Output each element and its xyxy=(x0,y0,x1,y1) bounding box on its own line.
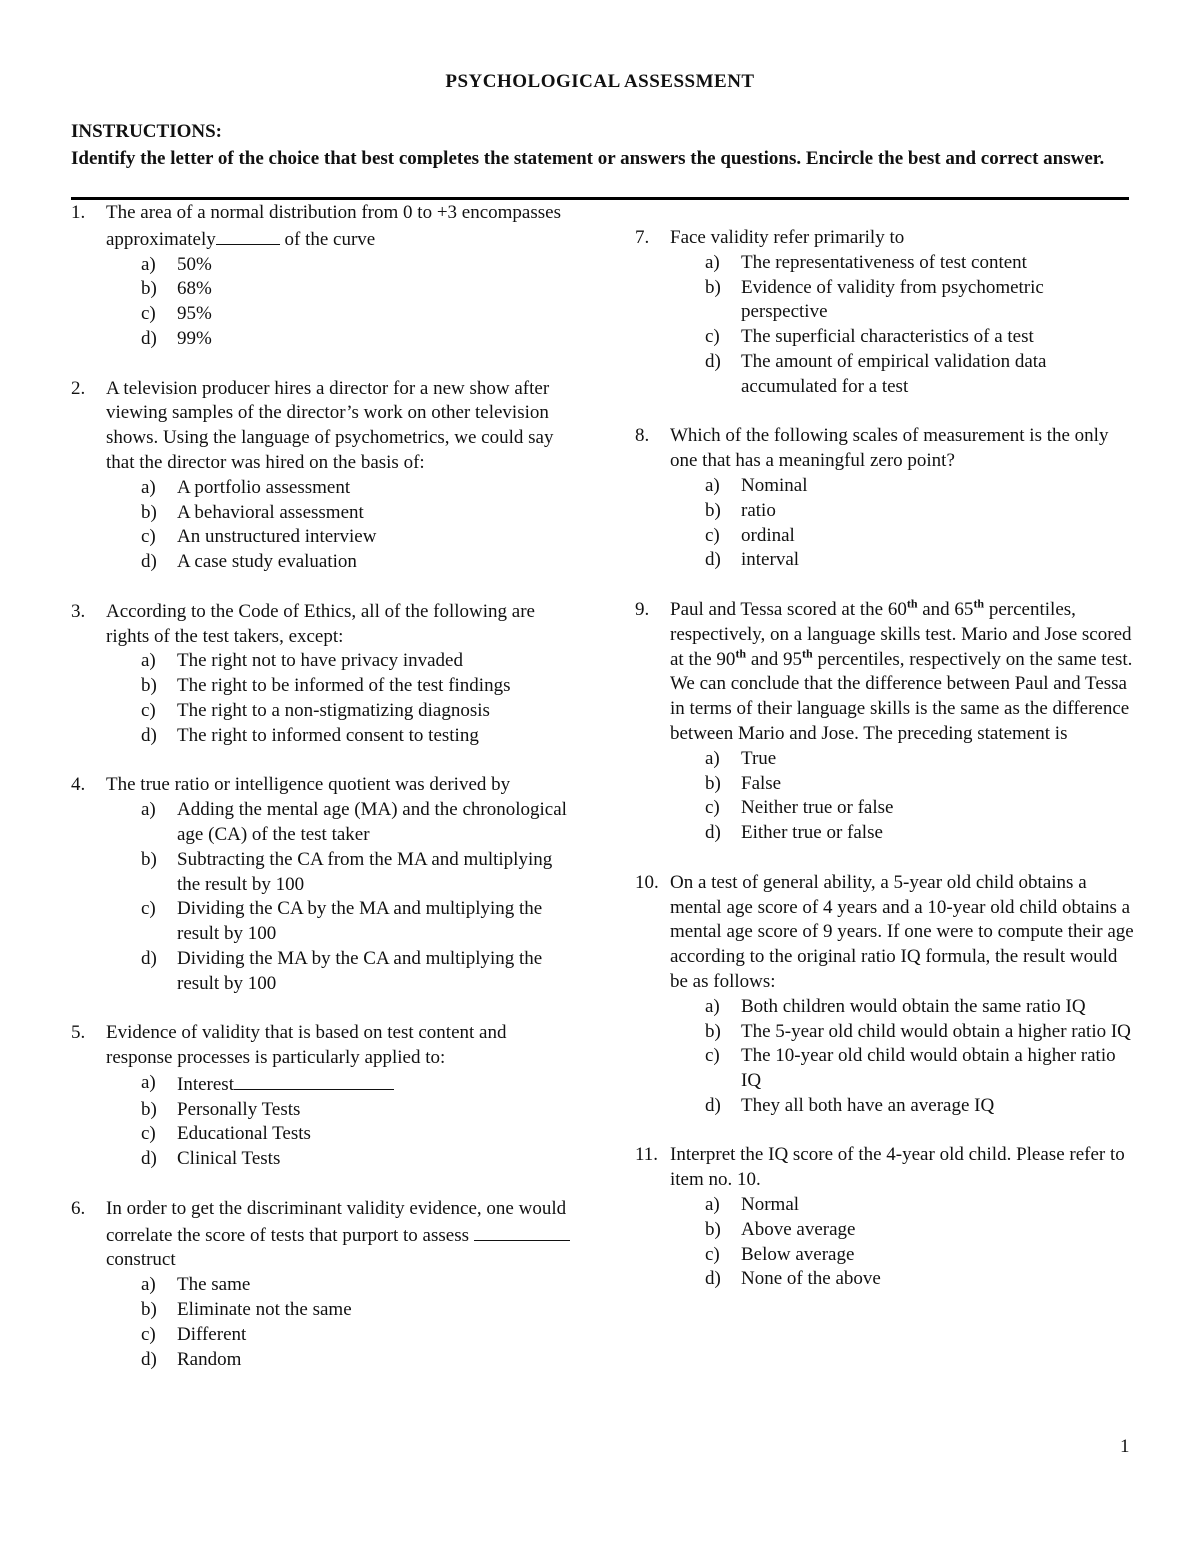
question-5 xyxy=(71,1021,571,1172)
choice-d[interactable] xyxy=(670,1267,1135,1292)
choice-b[interactable] xyxy=(106,848,571,898)
choice-list xyxy=(670,995,1135,1119)
question-3 xyxy=(71,600,571,749)
question-10 xyxy=(635,871,1135,1119)
choice-letter: b) xyxy=(705,499,721,521)
choice-letter: b) xyxy=(705,1218,721,1240)
question-8 xyxy=(635,424,1135,573)
choice-text: 99% xyxy=(177,327,212,349)
question-text: According to the Code of Ethics, all of the following are rights of the test takers, except: xyxy=(106,600,535,647)
question-4 xyxy=(71,773,571,996)
choice-text: The superficial characteristics of a test xyxy=(741,326,1034,348)
question-text-part: construct xyxy=(106,1249,176,1271)
choice-letter: d) xyxy=(141,1148,157,1170)
choice-text: Educational Tests xyxy=(177,1123,311,1145)
choice-letter: c) xyxy=(141,526,156,548)
choice-letter: c) xyxy=(705,524,720,546)
question-text: Interpret the IQ score of the 4-year old child. Please refer to item no. 10. xyxy=(670,1144,1125,1191)
question-text: The true ratio or intelligence quotient was derived by xyxy=(106,774,511,796)
choice-text: Either true or false xyxy=(741,822,883,844)
question-number: 7. xyxy=(635,227,650,248)
question-text: Evidence of validity that is based on test content and response processes is particularly applied to: xyxy=(106,1022,507,1069)
choice-letter: c) xyxy=(141,1323,156,1345)
question-text: Which of the following scales of measurement is the only one that has a meaningful zero point? xyxy=(670,425,1109,472)
instructions-heading: INSTRUCTIONS: xyxy=(71,121,222,142)
choice-text: True xyxy=(741,747,777,769)
choice-letter: b) xyxy=(705,276,721,298)
choice-letter: c) xyxy=(141,1123,156,1145)
choice-b[interactable] xyxy=(106,277,571,302)
choice-c[interactable] xyxy=(670,524,1135,549)
choice-letter: d) xyxy=(705,822,721,844)
choice-letter: d) xyxy=(705,350,721,372)
question-text-part: and 65 xyxy=(917,598,974,620)
choice-letter: b) xyxy=(141,848,157,870)
choice-a[interactable] xyxy=(670,474,1135,499)
choice-text: They all both have an average IQ xyxy=(741,1094,995,1116)
question-11 xyxy=(635,1143,1135,1292)
choice-letter: b) xyxy=(141,675,157,697)
choice-d[interactable] xyxy=(670,350,1135,400)
choice-letter: a) xyxy=(705,747,720,769)
question-6 xyxy=(71,1197,571,1373)
choice-b[interactable] xyxy=(670,1218,1135,1243)
choice-a[interactable] xyxy=(670,747,1135,772)
choice-letter: c) xyxy=(705,326,720,348)
question-number: 4. xyxy=(71,774,86,796)
choice-c[interactable] xyxy=(106,1323,571,1348)
choice-b[interactable] xyxy=(106,501,571,526)
choice-letter: d) xyxy=(705,549,721,571)
choice-c[interactable] xyxy=(106,1122,571,1147)
choice-letter: c) xyxy=(705,1045,720,1067)
choice-text: interval xyxy=(741,549,800,571)
choice-a[interactable] xyxy=(670,251,1135,276)
question-text: On a test of general ability, a 5-year old child obtains a mental age score of 4 years and a 10-year old child obtains a mental age score of 9 years. If one were to compute their age according to the original ratio IQ formula, the result would be as follows: xyxy=(670,871,1134,992)
question-text xyxy=(106,201,571,253)
choice-text: A behavioral assessment xyxy=(177,501,364,523)
choice-list xyxy=(106,476,571,575)
choice-b[interactable] xyxy=(670,499,1135,524)
choice-letter: a) xyxy=(141,799,156,821)
choice-list xyxy=(106,1273,571,1372)
answer-blank xyxy=(474,1222,570,1241)
choice-list xyxy=(106,798,571,996)
choice-list xyxy=(670,251,1135,400)
choice-b[interactable] xyxy=(670,772,1135,797)
choice-text: The right to be informed of the test findings xyxy=(177,675,511,697)
question-1 xyxy=(71,201,571,352)
choice-text: Above average xyxy=(741,1218,856,1240)
choice-text: ordinal xyxy=(741,524,795,546)
choice-list xyxy=(670,747,1135,846)
choice-text: Evidence of validity from psychometric perspective xyxy=(741,276,1044,323)
choice-d[interactable] xyxy=(106,724,571,749)
choice-text: Different xyxy=(177,1323,247,1345)
question-text-part: percentiles, respectively, on a language skills test. Mario and Jose scored at the 90 xyxy=(670,598,1132,670)
choice-d[interactable] xyxy=(670,1094,1135,1119)
choice-letter: a) xyxy=(141,253,156,275)
choice-text: An unstructured interview xyxy=(177,526,377,548)
choice-letter: a) xyxy=(141,1071,156,1093)
page-title: PSYCHOLOGICAL ASSESSMENT xyxy=(445,71,755,92)
question-text-part: The area of a normal distribution from 0 to +3 encompasses approximately xyxy=(106,202,561,250)
choice-text: Both children would obtain the same ratio IQ xyxy=(741,995,1086,1017)
choice-a[interactable] xyxy=(106,253,571,278)
choice-text: None of the above xyxy=(741,1268,881,1290)
choice-d[interactable] xyxy=(670,548,1135,573)
ordinal-suffix: th xyxy=(802,646,813,661)
choice-b[interactable] xyxy=(670,276,1135,326)
choice-text: Neither true or false xyxy=(741,797,894,819)
choice-a[interactable] xyxy=(106,798,571,848)
choice-text: Clinical Tests xyxy=(177,1148,281,1170)
choice-list xyxy=(106,649,571,748)
choice-text: The 5-year old child would obtain a higher ratio IQ xyxy=(741,1020,1131,1042)
choice-a[interactable] xyxy=(106,1071,571,1098)
choice-text: The right not to have privacy invaded xyxy=(177,650,463,672)
choice-text: 95% xyxy=(177,303,212,325)
choice-c[interactable] xyxy=(670,796,1135,821)
choice-letter: a) xyxy=(141,650,156,672)
choice-text: Dividing the MA by the CA and multiplying the result by 100 xyxy=(177,947,543,994)
choice-text: False xyxy=(741,772,782,794)
choice-a[interactable] xyxy=(106,649,571,674)
instructions-text: Identify the letter of the choice that best completes the statement or answers the questions. Encircle the best and correct answer. xyxy=(71,148,1105,169)
question-7 xyxy=(635,226,1135,400)
choice-text: A portfolio assessment xyxy=(177,476,351,498)
right-column xyxy=(635,226,1135,1317)
choice-letter: d) xyxy=(141,947,157,969)
question-text: Face validity refer primarily to xyxy=(670,227,905,248)
choice-a[interactable] xyxy=(670,995,1135,1020)
choice-c[interactable] xyxy=(106,699,571,724)
choice-letter: b) xyxy=(141,1299,157,1321)
ordinal-suffix: th xyxy=(735,646,747,661)
question-text-part: and 95 xyxy=(746,648,803,670)
choice-letter: d) xyxy=(141,1348,157,1370)
choice-text: The right to informed consent to testing xyxy=(177,724,479,746)
choice-letter: b) xyxy=(141,1098,157,1120)
choice-text: ratio xyxy=(741,499,776,521)
ordinal-suffix: th xyxy=(973,596,985,611)
page-number: 1 xyxy=(1120,1436,1130,1457)
choice-text: Personally Tests xyxy=(177,1098,301,1120)
choice-b[interactable] xyxy=(670,1020,1135,1045)
choice-a[interactable] xyxy=(106,1273,571,1298)
header-divider xyxy=(71,197,1129,200)
choice-text: Eliminate not the same xyxy=(177,1299,352,1321)
choice-b[interactable] xyxy=(106,1298,571,1323)
choice-a[interactable] xyxy=(670,1193,1135,1218)
choice-d[interactable] xyxy=(670,821,1135,846)
choice-letter: c) xyxy=(141,898,156,920)
choice-letter: d) xyxy=(141,724,157,746)
question-9 xyxy=(635,598,1135,846)
choice-list xyxy=(670,1193,1135,1292)
choice-letter: a) xyxy=(705,474,720,496)
choice-letter: a) xyxy=(141,476,156,498)
choice-text: The 10-year old child would obtain a higher ratio IQ xyxy=(741,1045,1116,1092)
choice-a[interactable] xyxy=(106,476,571,501)
choice-letter: a) xyxy=(141,1274,156,1296)
question-number: 8. xyxy=(635,425,650,447)
choice-c[interactable] xyxy=(670,1044,1135,1094)
answer-blank xyxy=(234,1071,394,1090)
ordinal-suffix: th xyxy=(906,596,918,611)
choice-text: A case study evaluation xyxy=(177,551,357,573)
question-text: A television producer hires a director for a new show after viewing samples of the director’s work on other television shows. Using the language of psychometrics, we could say that the director was hired on the basis of: xyxy=(106,377,554,473)
question-number: 9. xyxy=(635,598,650,620)
question-text-part: of the curve xyxy=(279,228,376,250)
question-text-part: In order to get the discriminant validity evidence, one would correlate the score of tests that purport to assess xyxy=(106,1197,567,1246)
choice-letter: d) xyxy=(141,551,157,573)
choice-b[interactable] xyxy=(106,674,571,699)
left-column xyxy=(71,201,571,1397)
choice-text: Nominal xyxy=(741,474,808,496)
question-2 xyxy=(71,377,571,575)
answer-blank xyxy=(216,226,280,245)
choice-letter: d) xyxy=(705,1268,721,1290)
choice-letter: c) xyxy=(705,1243,720,1265)
choice-c[interactable] xyxy=(106,897,571,947)
choice-text: 68% xyxy=(177,278,212,300)
choice-d[interactable] xyxy=(106,1348,571,1373)
question-text xyxy=(670,598,1135,747)
choice-c[interactable] xyxy=(670,325,1135,350)
choice-letter: b) xyxy=(705,1020,721,1042)
choice-letter: c) xyxy=(141,699,156,721)
choice-text: The same xyxy=(177,1274,251,1296)
question-number: 3. xyxy=(71,600,86,622)
choice-letter: a) xyxy=(705,251,720,273)
question-text-part: percentiles, respectively on the same test. We can conclude that the difference between Paul and Tessa in terms of their language skills is the same as the difference between Mario and Jose. The preceding statement is xyxy=(670,648,1133,744)
question-number: 5. xyxy=(71,1022,86,1044)
choice-letter: c) xyxy=(141,303,156,325)
question-number: 10. xyxy=(635,871,659,893)
choice-text: Adding the mental age (MA) and the chronological age (CA) of the test taker xyxy=(177,799,567,845)
question-number: 1. xyxy=(71,202,86,223)
choice-letter: a) xyxy=(705,1194,720,1216)
choice-d[interactable] xyxy=(106,327,571,352)
question-number: 11. xyxy=(635,1144,659,1166)
choice-text: The right to a non-stigmatizing diagnosis xyxy=(177,699,490,721)
choice-d[interactable] xyxy=(106,550,571,575)
choice-text: Below average xyxy=(741,1243,855,1265)
choice-text: Interest xyxy=(177,1073,234,1095)
question-number: 2. xyxy=(71,377,86,399)
choice-letter: d) xyxy=(141,327,157,349)
choice-list xyxy=(670,474,1135,573)
question-text-part: Paul and Tessa scored at the 60 xyxy=(670,598,907,620)
choice-b[interactable] xyxy=(106,1098,571,1123)
choice-text: Normal xyxy=(741,1194,800,1216)
question-number: 6. xyxy=(71,1197,86,1219)
choice-text: The amount of empirical validation data accumulated for a test xyxy=(741,350,1047,397)
choice-text: Dividing the CA by the MA and multiplying the result by 100 xyxy=(177,898,543,945)
choice-list xyxy=(106,253,571,352)
choice-text: Random xyxy=(177,1348,242,1370)
choice-letter: b) xyxy=(705,772,721,794)
choice-text: The representativeness of test content xyxy=(741,251,1027,273)
choice-text: 50% xyxy=(177,253,212,275)
choice-d[interactable] xyxy=(106,947,571,997)
choice-letter: c) xyxy=(705,797,720,819)
choice-letter: d) xyxy=(705,1094,721,1116)
choice-c[interactable] xyxy=(106,525,571,550)
choice-d[interactable] xyxy=(106,1147,571,1172)
choice-letter: a) xyxy=(705,995,720,1017)
question-text xyxy=(106,1197,571,1273)
choice-c[interactable] xyxy=(670,1243,1135,1268)
choice-list xyxy=(106,1071,571,1172)
choice-letter: b) xyxy=(141,278,157,300)
choice-c[interactable] xyxy=(106,302,571,327)
choice-text: Subtracting the CA from the MA and multiplying the result by 100 xyxy=(177,848,553,895)
choice-letter: b) xyxy=(141,501,157,523)
